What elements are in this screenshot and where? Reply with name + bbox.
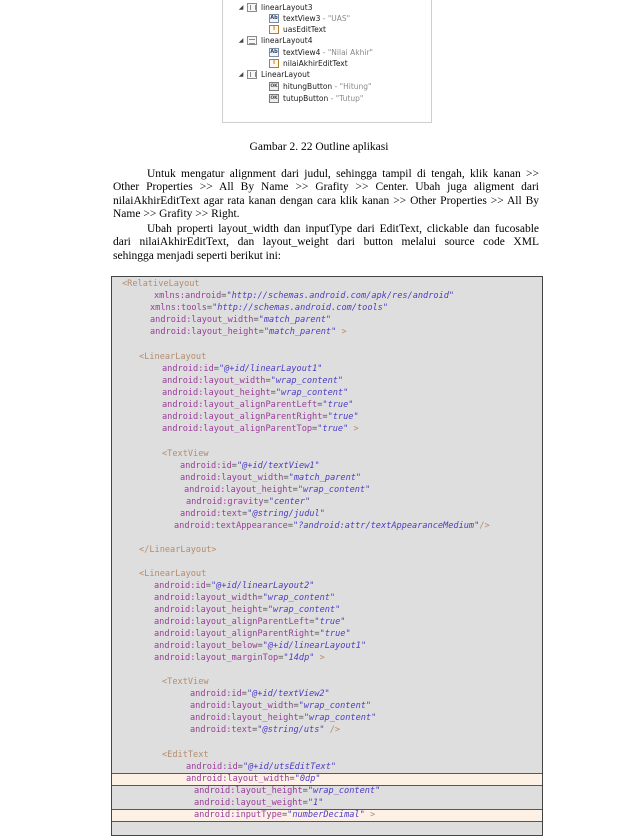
code-line: android:layout_width="match_parent" — [180, 473, 362, 483]
code-line: android:layout_alignParentRight="true" — [162, 412, 359, 422]
button-icon: OK — [270, 84, 278, 89]
code-line: android:layout_height="wrap_content" — [154, 605, 341, 615]
edit-text-icon: I — [269, 59, 279, 68]
code-line: android:layout_height="wrap_content" — [194, 786, 381, 796]
code-line: android:textAppearance="?android:attr/textAppearanceMedium"/> — [174, 521, 490, 531]
code-line: android:layout_marginTop="14dp" > — [154, 653, 325, 663]
outline-item-linearLayout4[interactable] — [223, 35, 429, 46]
outline-item-label: uasEditText — [283, 25, 326, 34]
code-line: android:layout_width="0dp" — [186, 774, 321, 784]
code-line: <RelativeLayout — [122, 279, 200, 289]
expand-toggle-icon[interactable]: ◢ — [238, 4, 244, 11]
code-line: android:layout_height="wrap_content" — [190, 713, 377, 723]
code-line: android:id="@+id/linearLayout2" — [154, 581, 315, 591]
code-line: android:layout_width="match_parent" — [150, 315, 332, 325]
code-line: android:layout_weight="1" — [194, 798, 324, 808]
code-line: <EditText — [162, 750, 209, 760]
paragraph-properties — [113, 223, 539, 263]
code-line: android:layout_width="wrap_content" — [162, 376, 344, 386]
code-line: android:layout_width="wrap_content" — [190, 701, 372, 711]
outline-item-textView3[interactable] — [223, 13, 429, 24]
outline-item-linearLayout3[interactable] — [223, 2, 429, 13]
outline-item-uasEditText[interactable] — [223, 24, 429, 35]
outline-item-label: textView3 - "UAS" — [283, 14, 351, 23]
button-icon: OK — [270, 96, 278, 101]
paragraph-line: Name >> Grafity >> Right. — [113, 207, 240, 220]
expand-toggle-icon[interactable]: ◢ — [238, 37, 244, 44]
paragraph-line: sehingga menjadi seperti berikut ini: — [113, 249, 281, 262]
outline-item-label: tutupButton - "Tutup" — [283, 94, 364, 103]
expand-toggle-icon[interactable]: ◢ — [238, 71, 244, 78]
paragraph-alignment — [113, 168, 539, 221]
outline-item-LinearLayout[interactable] — [223, 69, 429, 80]
text-view-icon: Ab — [270, 15, 278, 21]
outline-item-label: nilaiAkhirEditText — [283, 59, 348, 68]
code-line: <LinearLayout — [139, 569, 207, 579]
code-line: android:layout_alignParentLeft="true" — [162, 400, 354, 410]
outline-item-label: linearLayout4 — [261, 36, 313, 45]
code-line: </LinearLayout> — [139, 545, 217, 555]
code-line: android:layout_below="@+id/linearLayout1" — [154, 641, 367, 651]
code-line: android:text="@string/judul" — [180, 509, 325, 519]
code-line: android:layout_height="wrap_content" — [162, 388, 349, 398]
code-line: android:id="@+id/utsEditText" — [186, 762, 337, 772]
linear-layout-icon — [247, 36, 257, 45]
outline-item-label: LinearLayout — [261, 70, 310, 79]
code-line: android:layout_width="wrap_content" — [154, 593, 336, 603]
outline-item-tutupButton[interactable] — [223, 93, 429, 104]
linear-layout-icon — [247, 3, 257, 12]
paragraph-line: Untuk mengatur alignment dari judul, sehingga tampil di tengah, klik kanan >> — [147, 168, 539, 180]
figure-caption: Gambar 2. 22 Outline aplikasi — [249, 141, 389, 153]
edit-text-icon: I — [269, 25, 279, 34]
code-line: android:layout_alignParentRight="true" — [154, 629, 351, 639]
code-line: xmlns:android="http://schemas.android.com/apk/res/android" — [154, 291, 455, 301]
outline-item-textView4[interactable] — [223, 47, 429, 58]
paragraph-line: nilaiAkhirEditText agar rata kanan dengan cara klik kanan >> Other Properties >> All By — [113, 194, 539, 207]
code-line: <LinearLayout — [139, 352, 207, 362]
xml-code-listing — [111, 276, 543, 836]
code-line: android:id="@+id/linearLayout1" — [162, 364, 323, 374]
outline-item-label: linearLayout3 — [261, 3, 313, 12]
code-line: android:id="@+id/textView2" — [190, 689, 330, 699]
outline-panel — [222, 0, 432, 123]
code-line: android:text="@string/uts" /> — [190, 725, 341, 735]
highlighted-code-line — [112, 773, 542, 786]
outline-item-label: textView4 - "Nilai Akhir" — [283, 48, 373, 57]
code-line: xmlns:tools="http://schemas.android.com/tools" — [150, 303, 389, 313]
paragraph-line: Other Properties >> All By Name >> Grafity >> Center. Ubah juga aligment dari — [113, 181, 539, 194]
code-line: <TextView — [162, 449, 209, 459]
outline-item-hitungButton[interactable] — [223, 81, 429, 92]
code-line: <TextView — [162, 677, 209, 687]
code-line: android:layout_alignParentLeft="true" — [154, 617, 346, 627]
code-line: android:layout_alignParentTop="true" > — [162, 424, 359, 434]
code-line: android:id="@+id/textView1" — [180, 461, 320, 471]
code-line: android:inputType="numberDecimal" > — [194, 810, 376, 820]
code-line: android:layout_height="wrap_content" — [184, 485, 371, 495]
outline-item-label: hitungButton - "Hitung" — [283, 82, 372, 91]
linear-layout-icon — [247, 70, 257, 79]
code-line: android:layout_height="match_parent" > — [150, 327, 347, 337]
paragraph-line: dari nilaiAkhirEditText, dan layout_weight dari button melalui source code XML — [113, 236, 539, 249]
text-view-icon: Ab — [270, 49, 278, 55]
paragraph-line: Ubah properti layout_width dan inputType dari EditText, clickable dan fucosable — [147, 223, 539, 235]
code-line: android:gravity="center" — [186, 497, 311, 507]
outline-item-nilaiAkhirEditText[interactable] — [223, 58, 429, 69]
